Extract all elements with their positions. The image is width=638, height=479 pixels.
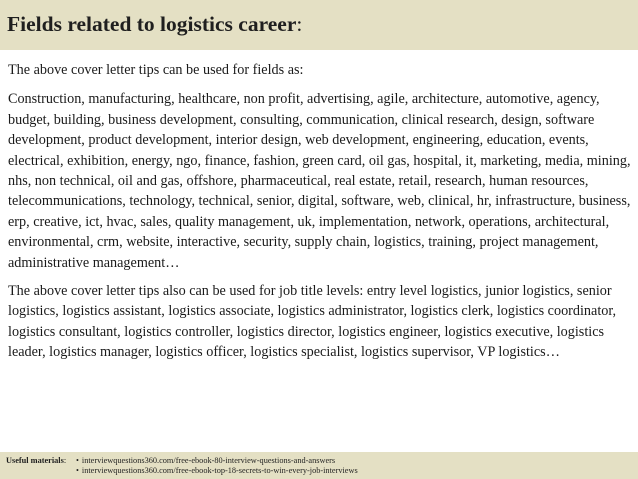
useful-materials-label xyxy=(6,456,76,466)
bullet-icon: • xyxy=(76,466,79,475)
fields-paragraph: Construction, manufacturing, healthcare, non profit, advertising, agile, architecture, automotive, agency, budget, building, business development, consulting, communication, clinical research, design, software development, product development, interior design, web development, engineering, education, events, electrical, exhibition, energy, ngo, finance, fashion, green card, oil gas, hospital, it, marketing, media, mining, nhs, non technical, oil and gas, offshore, pharmaceutical, real estate, retail, research, human resources, telecommunications, technology, technical, senior, digital, software, web, clinical, hr, infrastructure, business, erp, creative, ict, hvac, sales, quality management, uk, implementation, network, operations, architectural, environmental, crm, website, interactive, security, supply chain, logistics, training, project management, administrative management… xyxy=(8,91,631,271)
useful-materials-label-text: Useful materials xyxy=(6,456,64,465)
useful-materials xyxy=(6,456,358,476)
page-title-text: Fields related to logistics career xyxy=(7,12,297,36)
intro-paragraph: The above cover letter tips can be used for fields as: xyxy=(8,62,304,78)
footer-link-ebook-80-questions[interactable]: interviewquestions360.com/free-ebook-80-interview-questions-and-answers xyxy=(81,456,336,465)
footer-link-ebook-18-secrets[interactable]: interviewquestions360.com/free-ebook-top-18-secrets-to-win-every-job-interviews xyxy=(81,466,358,475)
footer-row xyxy=(6,456,358,466)
title-bar xyxy=(0,0,638,50)
bullet-icon: • xyxy=(76,456,79,465)
footer-bar xyxy=(0,452,638,479)
footer-label-spacer xyxy=(6,466,76,476)
page-title-colon: : xyxy=(296,12,303,36)
useful-materials-label-colon: : xyxy=(63,456,67,465)
footer-row xyxy=(6,466,358,476)
job-levels-paragraph: The above cover letter tips also can be used for job title levels: entry level logistics, junior logistics, senior logistics, logistics assistant, logistics associate, logistics administrator, logistics clerk, logistics coordinator, logistics consultant, logistics controller, logistics director, logistics engineer, logistics executive, logistics leader, logistics manager, logistics officer, logistics specialist, logistics supervisor, VP logistics… xyxy=(8,283,617,361)
page-title xyxy=(7,12,302,37)
slide-content xyxy=(8,60,634,371)
